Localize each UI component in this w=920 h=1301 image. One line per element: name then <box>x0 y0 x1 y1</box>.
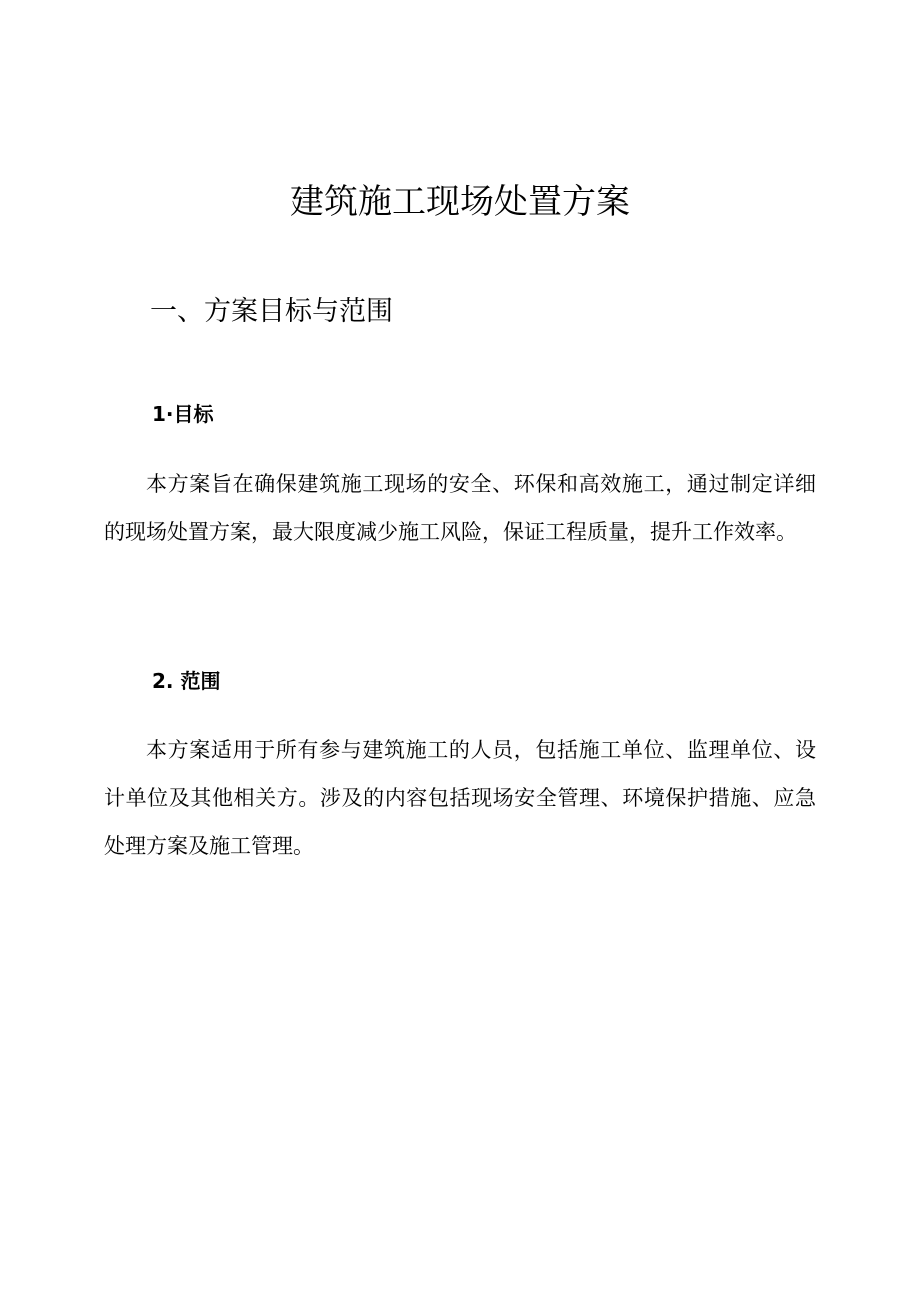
goal-heading: 1·目标 <box>152 402 214 426</box>
document-title: 建筑施工现场处置方案 <box>290 182 630 222</box>
scope-heading: 2. 范围 <box>152 669 221 693</box>
goal-paragraph: 本方案旨在确保建筑施工现场的安全、环保和高效施工，通过制定详细的现场处置方案，最大限度减少施工风险，保证工程质量，提升工作效率。 <box>104 472 816 544</box>
scope-paragraph: 本方案适用于所有参与建筑施工的人员，包括施工单位、监理单位、设计单位及其他相关方。涉及的内容包括现场安全管理、环境保护措施、应急处理方案及施工管理。 <box>104 738 816 858</box>
section-heading: 一、方案目标与范围 <box>150 296 393 327</box>
